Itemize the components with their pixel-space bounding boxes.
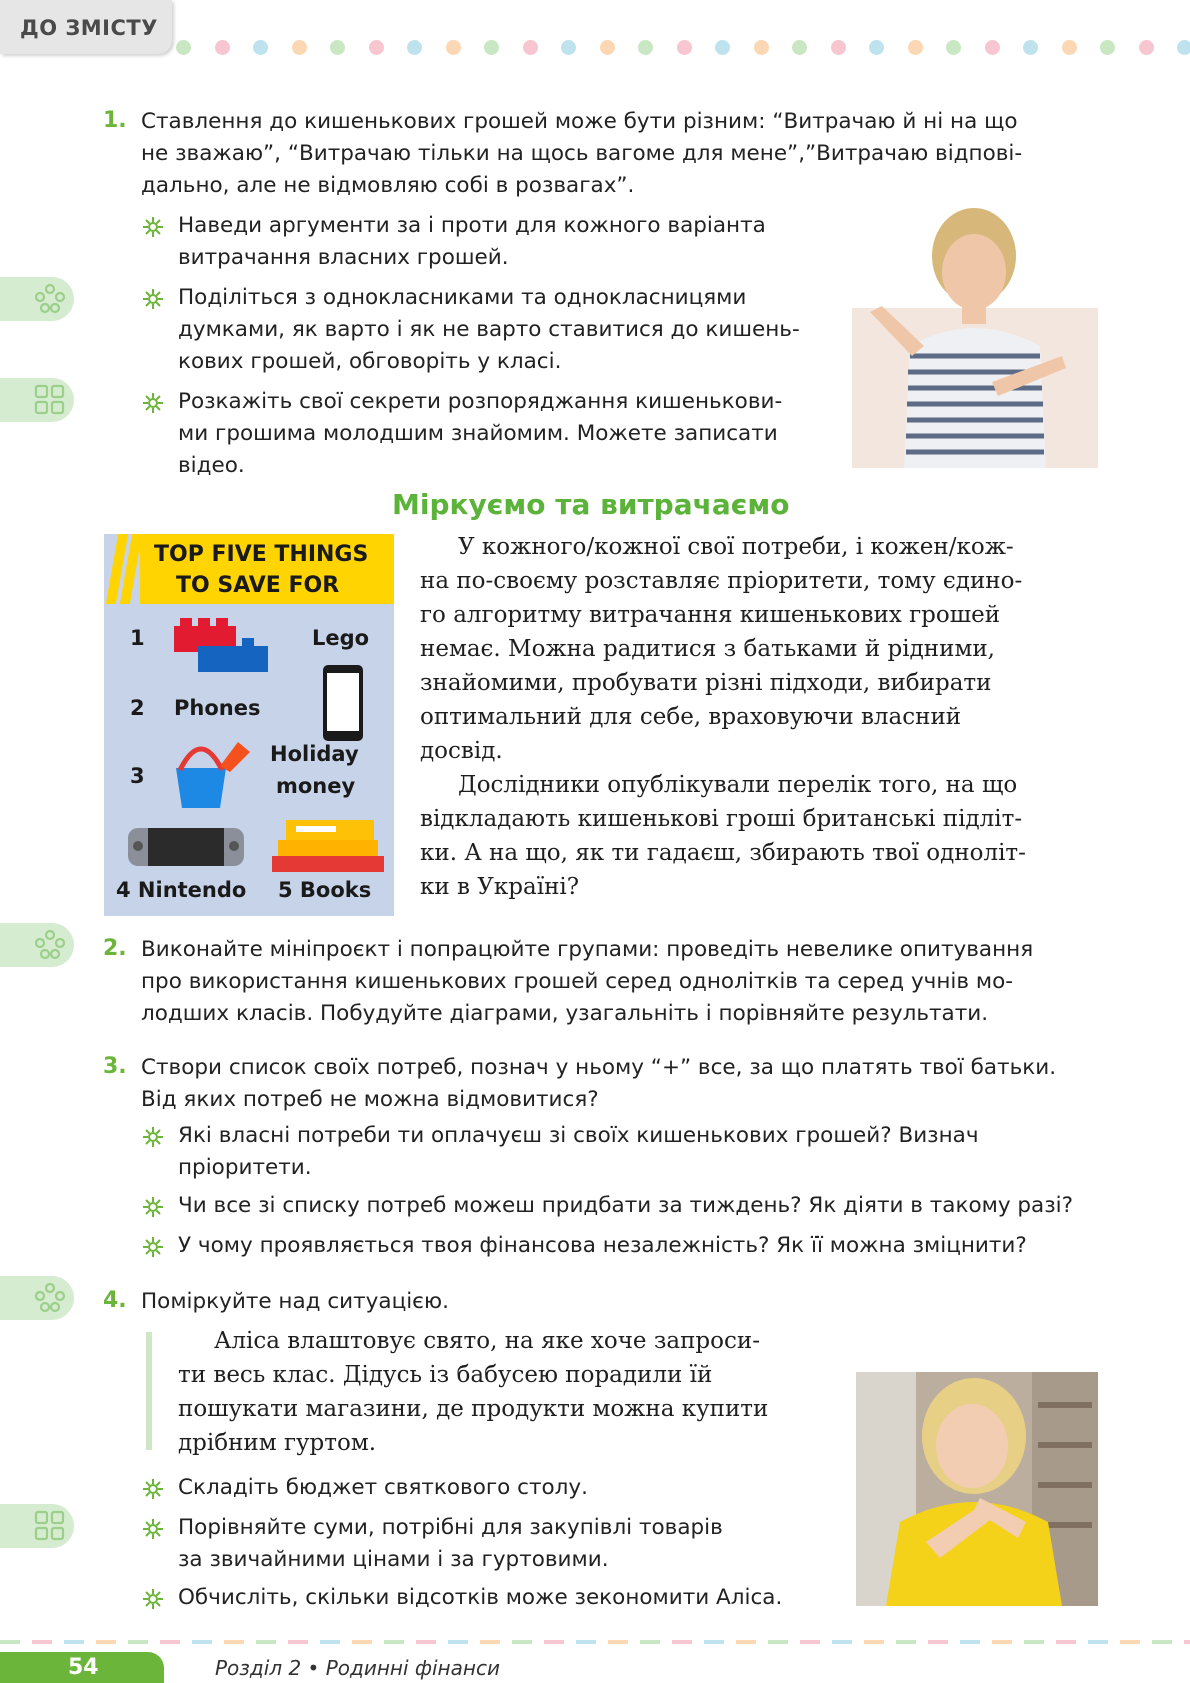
phone-icon — [322, 664, 364, 742]
footer-dash — [32, 1640, 52, 1644]
text-line: Дослідники опублікували перелік того, на що — [458, 772, 1018, 798]
sun-bullet-icon — [142, 1196, 164, 1218]
decorative-dot — [523, 40, 538, 55]
footer-dash — [608, 1640, 628, 1644]
text-line: Розкажіть свої секрети розпоряджання кишенькови- — [178, 389, 783, 414]
nintendo-switch-icon — [126, 824, 246, 868]
text-line: У чому проявляється твоя фінансова незалежність? Як її можна зміцнити? — [178, 1233, 1027, 1258]
situation-text — [178, 1324, 826, 1460]
text-line: Обчисліть, скільки відсотків може зекономити Аліса. — [178, 1585, 783, 1610]
decorative-dot — [869, 40, 884, 55]
footer-dash — [416, 1640, 436, 1644]
text-line: знайомими, пробувати різні підходи, вибирати — [420, 670, 992, 696]
back-to-contents-label: ДО ЗМІСТУ — [20, 16, 158, 40]
text-line: на по-своєму розставляє пріоритети, тому єдино- — [420, 568, 1023, 594]
decorative-dot — [330, 40, 345, 55]
item-5-label: 5 Books — [278, 878, 372, 902]
blocks-task-icon — [0, 1504, 74, 1548]
text-line: досвід. — [420, 738, 503, 764]
decorative-dot — [600, 40, 615, 55]
group-work-icon — [0, 1276, 74, 1320]
lego-icon — [172, 614, 272, 674]
decorative-dot — [561, 40, 576, 55]
text-line: Аліса влаштовує свято, на яке хоче запроси- — [214, 1328, 760, 1354]
decorative-dot — [985, 40, 1000, 55]
text-line: витрачання власних грошей. — [178, 245, 509, 270]
footer-dash — [0, 1640, 20, 1644]
text-line: Складіть бюджет святкового столу. — [178, 1475, 588, 1500]
footer-dash — [352, 1640, 372, 1644]
item-3-label-line2: money — [276, 774, 356, 798]
text-line: Ставлення до кишенькових грошей може бути різним: “Витрачаю й ні на що — [141, 109, 1018, 134]
sun-bullet-icon — [142, 1588, 164, 1610]
text-line: немає. Можна радитися з батьками й рідними, — [420, 636, 995, 662]
item-3-label-line1: Holiday — [270, 742, 359, 766]
decorative-dot — [253, 40, 268, 55]
footer-dash — [1184, 1640, 1190, 1644]
task-3-number: 3. — [103, 1054, 127, 1079]
text-line: Які власні потреби ти оплачуєш зі своїх кишенькових грошей? Визнач — [178, 1123, 979, 1148]
task-4-bullet-3 — [178, 1582, 826, 1614]
text-line: Від яких потреб не можна відмовитися? — [141, 1087, 599, 1112]
task-3-text — [141, 1052, 1095, 1116]
footer-dash — [256, 1640, 276, 1644]
sun-bullet-icon — [142, 1478, 164, 1500]
books-icon — [272, 818, 384, 872]
text-line: пошукати магазини, де продукти можна купити — [178, 1396, 769, 1422]
footer-dash — [992, 1640, 1012, 1644]
item-2-label: Phones — [174, 696, 261, 720]
sun-bullet-icon — [142, 216, 164, 238]
blocks-task-icon — [0, 378, 74, 422]
text-line: го алгоритму витрачання кишенькових грошей — [420, 602, 1001, 628]
text-line: Чи все зі списку потреб можеш придбати за тиждень? Як діяти в такому разі? — [178, 1193, 1074, 1218]
footer-dash — [1056, 1640, 1076, 1644]
task-1-number: 1. — [103, 108, 127, 133]
text-line: пріоритети. — [178, 1155, 312, 1180]
text-line: думками, як варто і як не варто ставитися до кишень- — [178, 317, 800, 342]
task-4-bullet-1 — [178, 1472, 826, 1504]
sun-bullet-icon — [142, 288, 164, 310]
text-line: не зважаю”, “Витрачаю тільки на щось вагоме для мене”,”Витрачаю відпові- — [141, 141, 1023, 166]
back-to-contents-button[interactable] — [0, 0, 172, 54]
top-five-infographic — [104, 534, 394, 916]
item-2-number: 2 — [130, 696, 145, 720]
section-title: Міркуємо та витрачаємо — [392, 488, 790, 521]
footer-dash — [672, 1640, 692, 1644]
footer-dash — [1120, 1640, 1140, 1644]
decorative-dot — [215, 40, 230, 55]
text-line: ки в Україні? — [420, 874, 580, 900]
footer-dash — [192, 1640, 212, 1644]
footer-dash — [864, 1640, 884, 1644]
task-3-bullet-2 — [178, 1190, 1096, 1222]
footer-dash — [800, 1640, 820, 1644]
sun-bullet-icon — [142, 1126, 164, 1148]
decorative-dot — [1139, 40, 1154, 55]
teen-photo — [852, 206, 1098, 468]
sun-bullet-icon — [142, 392, 164, 414]
footer-dash — [896, 1640, 916, 1644]
sun-bullet-icon — [142, 1236, 164, 1258]
item-3-number: 3 — [130, 764, 145, 788]
text-line: Порівняйте суми, потрібні для закупівлі товарів — [178, 1515, 723, 1540]
footer-dash — [160, 1640, 180, 1644]
decorative-dot — [715, 40, 730, 55]
bucket-icon — [170, 730, 254, 812]
page-number: 54 — [68, 1655, 99, 1680]
footer-dash — [928, 1640, 948, 1644]
group-work-icon — [0, 923, 74, 967]
chapter-title: Розділ 2 • Родинні фінанси — [215, 1656, 500, 1680]
decorative-dot — [1177, 40, 1190, 55]
text-line: оптимальний для себе, враховуючи власний — [420, 704, 962, 730]
footer-dash — [704, 1640, 724, 1644]
decorative-dot — [946, 40, 961, 55]
task-1-bullet-1 — [178, 210, 822, 274]
footer-dash — [640, 1640, 660, 1644]
text-line: Поділіться з однокласниками та однокласницями — [178, 285, 747, 310]
text-line: відкладають кишенькові гроші британські підліт- — [420, 806, 1023, 832]
text-line: ти весь клас. Дідусь із бабусею порадили їй — [178, 1362, 713, 1388]
footer-dash — [288, 1640, 308, 1644]
text-line: ми грошима молодшим знайомим. Можете записати — [178, 421, 778, 446]
footer-dash — [736, 1640, 756, 1644]
decorative-dot — [1100, 40, 1115, 55]
footer-dash — [1088, 1640, 1108, 1644]
footer-dash — [96, 1640, 116, 1644]
text-line: відео. — [178, 453, 245, 478]
decorative-dot — [638, 40, 653, 55]
decorative-dot — [754, 40, 769, 55]
text-line: Виконайте мініпроєкт і попрацюйте групами: проведіть невелике опитування — [141, 937, 1034, 962]
footer-dash — [1024, 1640, 1044, 1644]
infographic-banner — [140, 534, 394, 604]
task-1-text — [141, 106, 1095, 202]
decorative-dot — [831, 40, 846, 55]
decorative-dot — [407, 40, 422, 55]
footer-dash — [768, 1640, 788, 1644]
task-1-bullet-2 — [178, 282, 822, 378]
decorative-dot — [446, 40, 461, 55]
task-2-number: 2. — [103, 936, 127, 961]
footer-dash — [384, 1640, 404, 1644]
task-2-text — [141, 934, 1095, 1030]
item-1-number: 1 — [130, 626, 145, 650]
text-line: Створи список своїх потреб, познач у ньому “+” все, за що платять твої батьки. — [141, 1055, 1057, 1080]
decorative-dot — [292, 40, 307, 55]
infographic-title-line1: TOP FIVE THINGS — [154, 542, 369, 567]
footer-dash — [576, 1640, 596, 1644]
quote-bar — [146, 1332, 152, 1450]
text-line: за звичайними цінами і за гуртовими. — [178, 1547, 609, 1572]
text-line: лодших класів. Побудуйте діаграми, узагальніть і порівняйте результати. — [141, 1001, 989, 1026]
footer-dash — [960, 1640, 980, 1644]
decorative-dot — [677, 40, 692, 55]
footer-dash — [1152, 1640, 1172, 1644]
text-line: Наведи аргументи за і проти для кожного варіанта — [178, 213, 766, 238]
task-4-bullet-2 — [178, 1512, 826, 1576]
item-4-label: 4 Nintendo — [116, 878, 247, 902]
decorative-dot — [792, 40, 807, 55]
task-1-bullet-3 — [178, 386, 822, 482]
decorative-dot — [176, 40, 191, 55]
footer-dash — [832, 1640, 852, 1644]
footer-dash — [224, 1640, 244, 1644]
footer-dash — [512, 1640, 532, 1644]
text-line: про використання кишенькових грошей серед однолітків та серед учнів мо- — [141, 969, 1014, 994]
footer-dash — [64, 1640, 84, 1644]
decorative-dots — [176, 40, 1190, 56]
text-line: кових грошей, обговоріть у класі. — [178, 349, 562, 374]
sun-bullet-icon — [142, 1518, 164, 1540]
task-4-text: Поміркуйте над ситуацією. — [141, 1289, 449, 1314]
girl-photo — [856, 1372, 1098, 1606]
text-line: ки. А на що, як ти гадаєш, збирають твої одноліт- — [420, 840, 1026, 866]
text-line: У кожного/кожної свої потреби, і кожен/кож- — [458, 534, 1014, 560]
text-line: дрібним гуртом. — [178, 1430, 377, 1456]
footer-dash — [448, 1640, 468, 1644]
footer-dash — [480, 1640, 500, 1644]
footer-dash — [320, 1640, 340, 1644]
decorative-dot — [1062, 40, 1077, 55]
decorative-dot — [369, 40, 384, 55]
item-1-label: Lego — [312, 626, 370, 650]
group-work-icon — [0, 277, 74, 321]
task-3-bullet-3 — [178, 1230, 1096, 1262]
text-line: дально, але не відмовляю собі в розвагах”. — [141, 173, 635, 198]
decorative-dot — [908, 40, 923, 55]
footer-dash — [544, 1640, 564, 1644]
task-3-bullet-1 — [178, 1120, 1096, 1184]
decorative-dot — [484, 40, 499, 55]
footer-dashed-line — [0, 1640, 1190, 1644]
footer-dash — [128, 1640, 148, 1644]
main-paragraph — [420, 530, 1096, 904]
decorative-dot — [1023, 40, 1038, 55]
task-4-number: 4. — [103, 1288, 127, 1313]
infographic-title-line2: TO SAVE FOR — [176, 573, 340, 598]
